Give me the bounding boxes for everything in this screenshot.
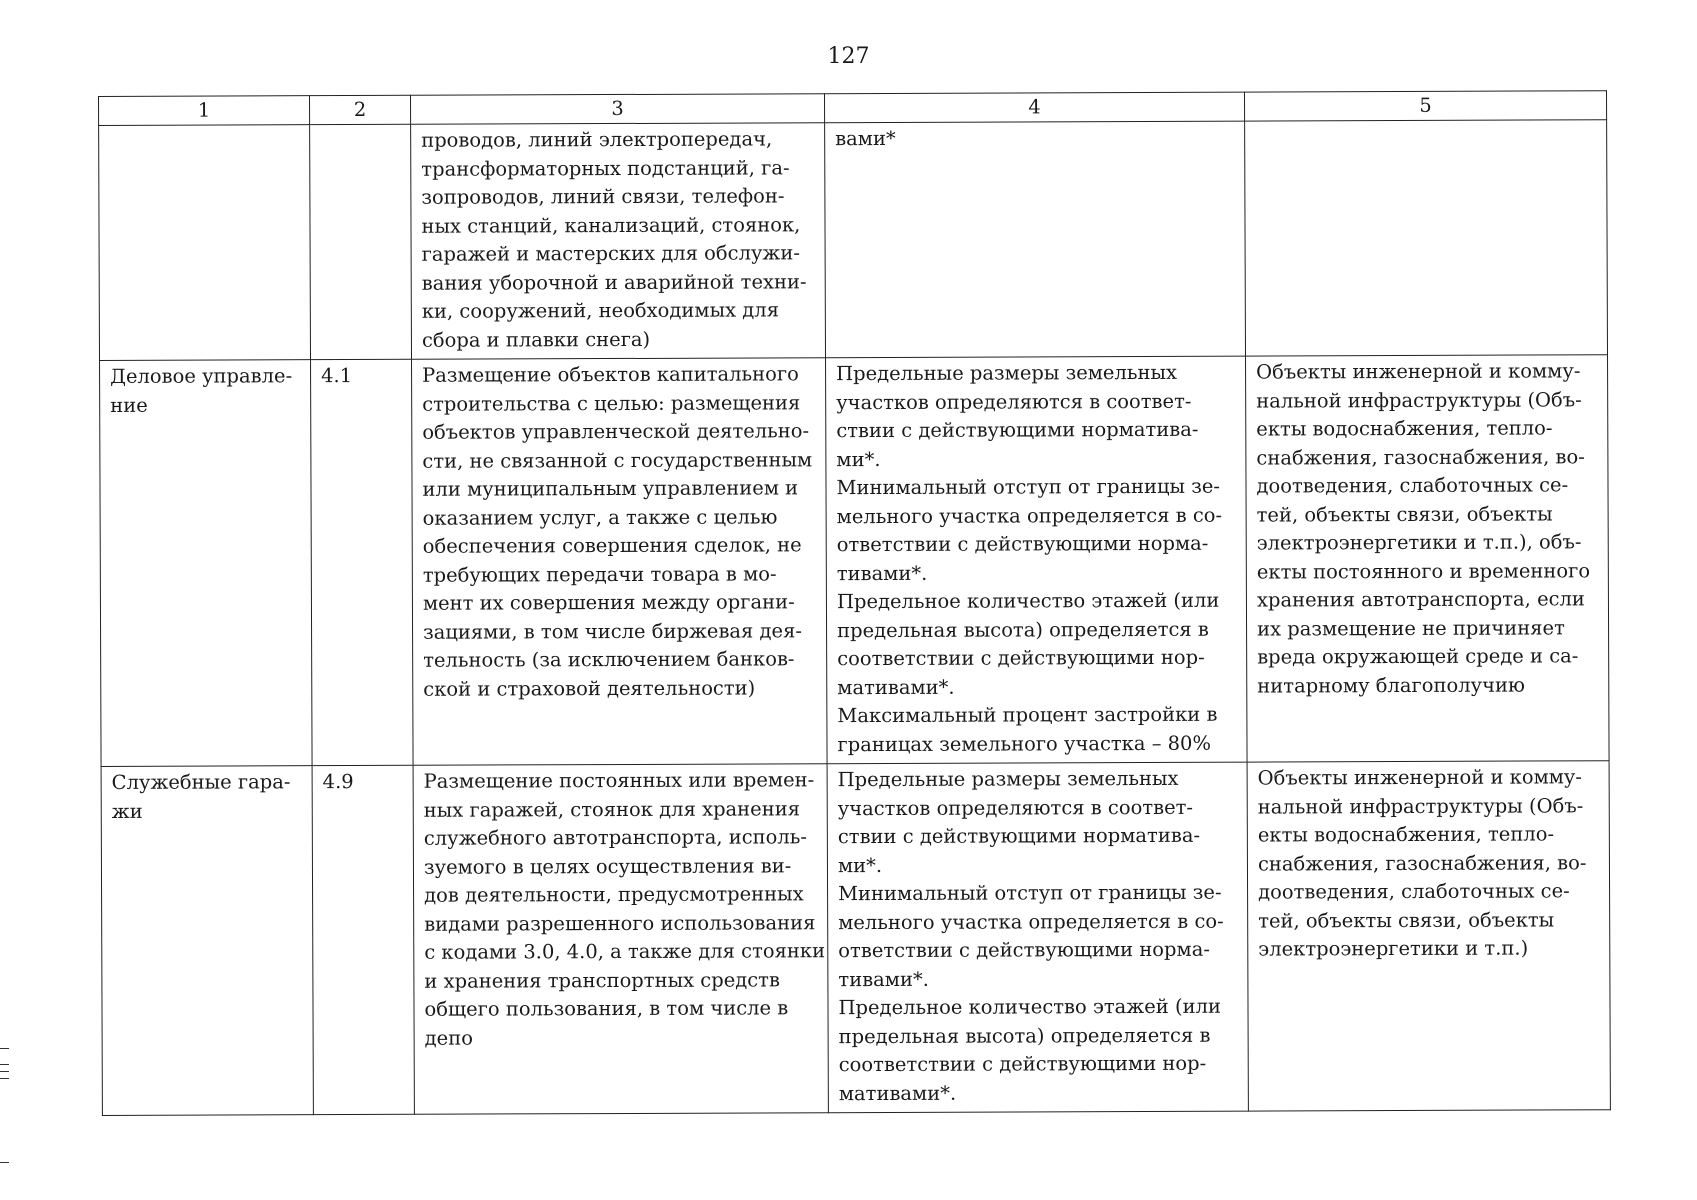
cell-text-line: Минимальный отступ от границы зе- (836, 474, 1221, 500)
cell-text-line: хранения автотранспорта, если (1256, 587, 1585, 612)
column-header-2: 2 (310, 95, 411, 124)
cell-text-line: ми*. (837, 853, 883, 877)
cell-text-line: ответствии с действующими норма- (838, 937, 1210, 963)
cell-text-line: екты водоснабжения, тепло- (1256, 416, 1553, 441)
cell-text-line: вреда окружающей среде и са- (1257, 644, 1579, 669)
cell-use-code (312, 765, 414, 1114)
scan-edge-mark (0, 1071, 9, 1072)
cell-text-line: ние (110, 393, 148, 417)
column-header-1: 1 (99, 96, 310, 126)
cell-text-line: Объекты инженерной и комму- (1257, 765, 1582, 790)
cell-use-name (99, 125, 311, 361)
cell-text-line: участков определяются в соответ- (836, 389, 1192, 414)
cell-text-line: ствии с действующими норматива- (837, 823, 1201, 849)
table-row-business-management (100, 355, 1610, 767)
cell-text-line: обеспечения совершения сделок, не (422, 533, 802, 558)
column-header-4: 4 (824, 92, 1244, 123)
cell-text-line: ки, сооружений, необходимых для (421, 298, 780, 323)
cell-text-line: снабжения, газоснабжения, во- (1257, 850, 1587, 876)
cell-text-line: ответствии с действующими норма- (836, 531, 1209, 557)
cell-text-line: Размещение объектов капитального (422, 362, 799, 387)
cell-use-name (100, 360, 313, 767)
land-use-regulations-table (98, 90, 1611, 1116)
cell-text-line: екты постоянного и временного (1256, 558, 1591, 584)
cell-text-line: мельного участка определяется в со- (836, 503, 1223, 528)
cell-text-line: предельная высота) определяется в (837, 617, 1209, 642)
cell-text-line: ской и страховой деятельности) (423, 675, 756, 701)
cell-text-line: трансформаторных подстанций, га- (421, 155, 790, 181)
cell-text-line: требующих передачи товара в мо- (422, 561, 777, 587)
cell-text-line: объектов управленческой деятельно- (422, 419, 810, 444)
cell-text-line: границах земельного участка – 80% (837, 731, 1212, 756)
cell-text-line: строительства с целью: размещения (422, 390, 801, 416)
cell-text-line: оказанием услуг, а также с целью (422, 504, 778, 530)
cell-text-line: зопроводов, линий связи, телефон- (421, 184, 785, 209)
cell-text-line: электроэнергетики и т.п.) (1258, 936, 1529, 961)
cell-text-line: Предельное количество этажей (или (838, 994, 1221, 1020)
scan-edge-mark (0, 1162, 9, 1163)
cell-text-line: доотведения, слаботочных се- (1258, 879, 1570, 904)
cell-text-line: нитарному благополучию (1257, 673, 1525, 698)
cell-text-line: Деловое управле- (110, 364, 293, 388)
cell-text-line: Служебные гара- (111, 770, 291, 794)
cell-use-description (413, 764, 828, 1115)
cell-use-code (310, 124, 412, 359)
table-row-service-garages (101, 761, 1610, 1116)
regulations-table-wrapper (98, 90, 1610, 1116)
cell-text-line: зуемого в целях осуществления ви- (423, 853, 792, 879)
cell-text-line: ми*. (836, 447, 881, 471)
cell-text-line: Предельные размеры земельных (836, 360, 1178, 386)
cell-text-line: предельная высота) определяется в (838, 1023, 1211, 1048)
cell-text-line: Размещение постоянных или времен- (423, 768, 815, 793)
cell-use-parameters (825, 121, 1246, 358)
cell-text-line: дов деятельности, предусмотренных (424, 882, 804, 907)
cell-text-line: снабжения, газоснабжения, во- (1256, 444, 1585, 470)
table-row-continuation (99, 120, 1608, 361)
column-header-3: 3 (410, 94, 824, 125)
cell-text-line: с кодами 3.0, 4.0, а также для стоянки (424, 939, 826, 964)
cell-text-line: екты водоснабжения, тепло- (1257, 822, 1555, 847)
cell-text-line: Максимальный процент застройки в (837, 702, 1218, 728)
cell-text-line: депо (424, 1026, 473, 1050)
cell-auxiliary-uses (1245, 120, 1608, 356)
scan-edge-mark (0, 1064, 9, 1065)
cell-text-line: тей, объекты связи, объекты (1256, 501, 1553, 527)
cell-text-line: или муниципальным управлением и (422, 476, 799, 501)
cell-text-line: проводов, линий электропередач, (421, 127, 773, 152)
cell-text-line: Объекты инженерной и комму- (1256, 359, 1581, 384)
cell-text-line: Предельные размеры земельных (837, 766, 1179, 792)
cell-auxiliary-uses (1246, 355, 1610, 762)
cell-text-line: гаражей и мастерских для обслужи- (421, 241, 800, 266)
cell-text-line: участков определяются в соответ- (837, 795, 1194, 820)
cell-text-line: вания уборочной и аварийной техни- (421, 269, 807, 295)
cell-text-line: сти, не связанной с государственным (422, 447, 813, 473)
cell-text-line: мативами*. (837, 675, 955, 699)
cell-text-line: их размещение не причиняет (1257, 615, 1565, 641)
cell-text-line: и хранения транспортных средств (424, 967, 780, 993)
cell-text-line: мативами*. (838, 1081, 957, 1105)
cell-text-line: видами разрешенного использования (424, 910, 816, 936)
cell-text-line: мельного участка определяется в со- (838, 909, 1224, 934)
cell-text-line: ных гаражей, стоянок для хранения (423, 796, 801, 822)
page-number: 127 (827, 44, 870, 69)
scan-edge-mark (0, 1078, 9, 1079)
cell-use-parameters (827, 762, 1248, 1113)
cell-text-line: нальной инфраструктуры (Объ- (1256, 387, 1582, 413)
cell-text-line: общего пользования, в том числе в (424, 996, 789, 1021)
cell-text-line: жи (111, 799, 143, 823)
cell-text-line: электроэнергетики и т.п.), объ- (1256, 530, 1582, 555)
cell-text-line: тей, объекты связи, объекты (1258, 907, 1555, 933)
column-header-5: 5 (1244, 91, 1606, 121)
cell-text-line: тивами*. (838, 967, 929, 991)
cell-text-line: ствии с действующими норматива- (836, 417, 1199, 443)
scan-edge-mark (0, 1048, 9, 1049)
cell-text-line: 4.9 (322, 770, 354, 794)
cell-use-name (101, 766, 313, 1116)
cell-use-parameters (826, 356, 1248, 764)
cell-text-line: доотведения, слаботочных се- (1256, 473, 1569, 498)
cell-text-line: соответствии с действующими нор- (837, 645, 1205, 671)
cell-text-line: тивами*. (836, 561, 928, 585)
cell-text-line: 4.1 (321, 364, 353, 388)
cell-text-line: мент их совершения между органи- (422, 590, 795, 615)
cell-text-line: соответствии с действующими нор- (838, 1051, 1207, 1077)
cell-text-line: Минимальный отступ от границы зе- (838, 880, 1222, 906)
cell-text-line: служебного автотранспорта, исполь- (423, 825, 808, 850)
cell-text-line: нальной инфраструктуры (Объ- (1257, 793, 1584, 819)
cell-use-description (411, 123, 826, 360)
cell-text-line: сбора и плавки снега) (421, 327, 651, 352)
cell-auxiliary-uses (1247, 761, 1610, 1111)
cell-text-line: Предельное количество этажей (или (836, 588, 1220, 614)
cell-text-line: тельность (за исключением банков- (423, 647, 795, 672)
cell-text-line: зациями, в том числе биржевая дея- (423, 618, 803, 644)
cell-use-code (311, 359, 414, 765)
cell-text-line: ных станций, канализаций, стоянок, (421, 212, 801, 238)
cell-use-description (412, 358, 828, 766)
cell-text-line: вами* (835, 126, 896, 151)
